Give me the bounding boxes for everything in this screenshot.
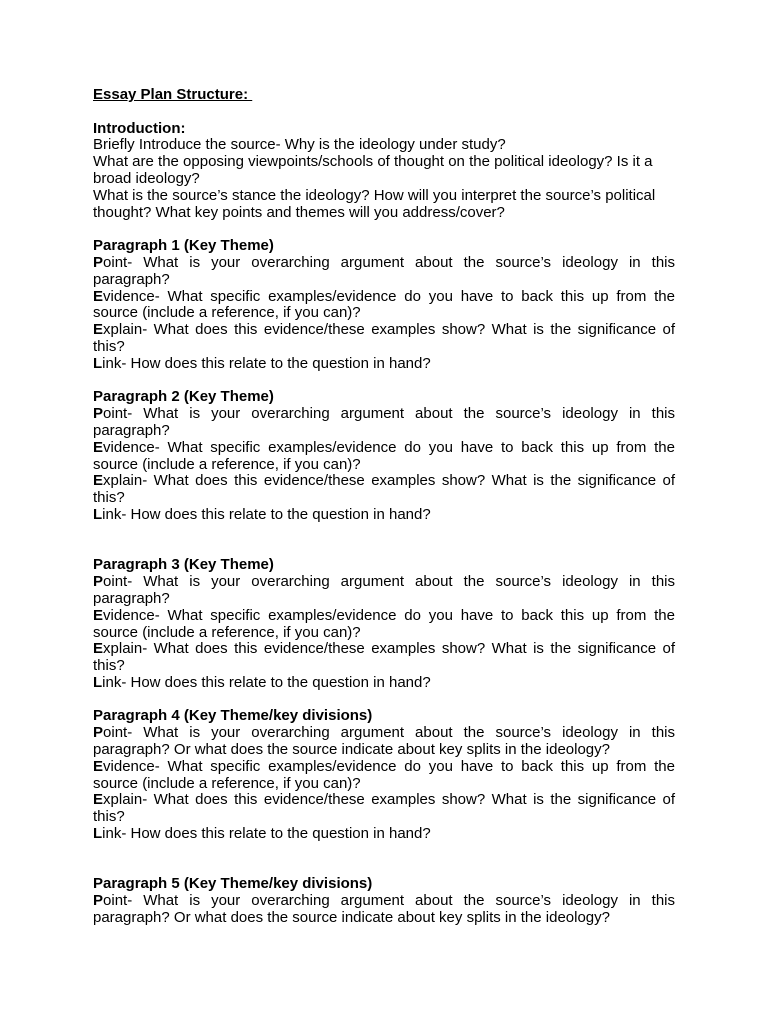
link-initial: L	[93, 825, 103, 843]
introduction-line: What are the opposing viewpoints/schools of thought on the political ideology? Is it a broad ideology?	[93, 153, 653, 187]
evidence-line	[93, 289, 675, 323]
spacer	[93, 524, 675, 558]
evidence-initial: E	[93, 606, 104, 624]
point-initial: P	[93, 405, 104, 423]
link-line	[93, 675, 675, 692]
evidence-initial: E	[93, 757, 104, 775]
link-text: ink- How does this relate to the question in hand?	[102, 505, 431, 523]
explain-text: xplain- What does this evidence/these examples show? What is the significance of this?	[93, 640, 675, 675]
explain-line	[93, 641, 675, 675]
paragraph-1-section	[93, 238, 675, 372]
link-line	[93, 507, 675, 524]
point-line	[93, 574, 675, 608]
spacer	[93, 373, 675, 390]
explain-initial: E	[93, 472, 104, 490]
point-text: oint- What is your overarching argument about the source’s ideology in this paragraph? Or what does the source indicate about key splits in the ideology?	[93, 724, 675, 759]
link-text: ink- How does this relate to the question in hand?	[102, 673, 431, 691]
explain-text: xplain- What does this evidence/these examples show? What is the significance of this?	[93, 791, 675, 826]
document-page	[93, 87, 675, 927]
introduction-line: Briefly Introduce the source- Why is the ideology under study?	[93, 136, 506, 154]
point-line	[93, 725, 675, 759]
link-text: ink- How does this relate to the question in hand?	[102, 825, 431, 843]
paragraph-heading: Paragraph 1 (Key Theme)	[93, 237, 274, 255]
paragraph-2-section	[93, 389, 675, 523]
explain-initial: E	[93, 791, 104, 809]
point-line	[93, 255, 675, 289]
point-initial: P	[93, 253, 104, 271]
evidence-text: vidence- What specific examples/evidence do you have to back this up from the source (include a reference, if you can)?	[93, 757, 675, 792]
evidence-text: vidence- What specific examples/evidence do you have to back this up from the source (include a reference, if you can)?	[93, 287, 675, 322]
evidence-initial: E	[93, 287, 104, 305]
paragraph-heading: Paragraph 3 (Key Theme)	[93, 556, 274, 574]
evidence-line	[93, 759, 675, 793]
evidence-text: vidence- What specific examples/evidence do you have to back this up from the source (include a reference, if you can)?	[93, 438, 675, 473]
paragraph-heading: Paragraph 4 (Key Theme/key divisions)	[93, 707, 373, 725]
explain-initial: E	[93, 321, 104, 339]
paragraph-4-section	[93, 708, 675, 842]
introduction-heading: Introduction:	[93, 119, 186, 137]
link-line	[93, 356, 675, 373]
point-initial: P	[93, 573, 104, 591]
point-text: oint- What is your overarching argument about the source’s ideology in this paragraph?	[93, 573, 675, 607]
paragraph-3-section	[93, 557, 675, 691]
explain-text: xplain- What does this evidence/these examples show? What is the significance of this?	[93, 472, 675, 507]
introduction-section	[93, 121, 675, 222]
point-text: oint- What is your overarching argument about the source’s ideology in this paragraph? Or what does the source indicate about key splits in the ideology?	[93, 892, 675, 927]
evidence-line	[93, 608, 675, 642]
point-text: oint- What is your overarching argument about the source’s ideology in this paragraph?	[93, 405, 675, 439]
evidence-text: vidence- What specific examples/evidence do you have to back this up from the source (include a reference, if you can)?	[93, 606, 675, 641]
spacer	[93, 221, 675, 238]
point-initial: P	[93, 724, 104, 742]
point-line	[93, 406, 675, 440]
evidence-initial: E	[93, 438, 104, 456]
spacer	[93, 843, 675, 877]
paragraph-heading: Paragraph 5 (Key Theme/key divisions)	[93, 875, 373, 893]
point-initial: P	[93, 892, 104, 910]
explain-text: xplain- What does this evidence/these examples show? What is the significance of this?	[93, 321, 675, 355]
explain-line	[93, 473, 675, 507]
paragraph-heading: Paragraph 2 (Key Theme)	[93, 388, 274, 406]
explain-initial: E	[93, 640, 104, 658]
link-line	[93, 826, 675, 843]
introduction-line: What is the source’s stance the ideology? How will you interpret the source’s political thought? What key points and themes will you address/cover?	[93, 186, 656, 221]
link-text: ink- How does this relate to the question in hand?	[102, 354, 431, 372]
point-line	[93, 893, 675, 927]
link-initial: L	[93, 673, 103, 691]
spacer	[93, 104, 675, 121]
evidence-line	[93, 440, 675, 474]
point-text: oint- What is your overarching argument about the source’s ideology in this paragraph?	[93, 253, 675, 288]
spacer	[93, 692, 675, 709]
document-title: Essay Plan Structure:	[93, 86, 253, 103]
explain-line	[93, 792, 675, 826]
explain-line	[93, 322, 675, 356]
link-initial: L	[93, 354, 103, 372]
paragraph-5-section	[93, 876, 675, 926]
link-initial: L	[93, 505, 103, 523]
